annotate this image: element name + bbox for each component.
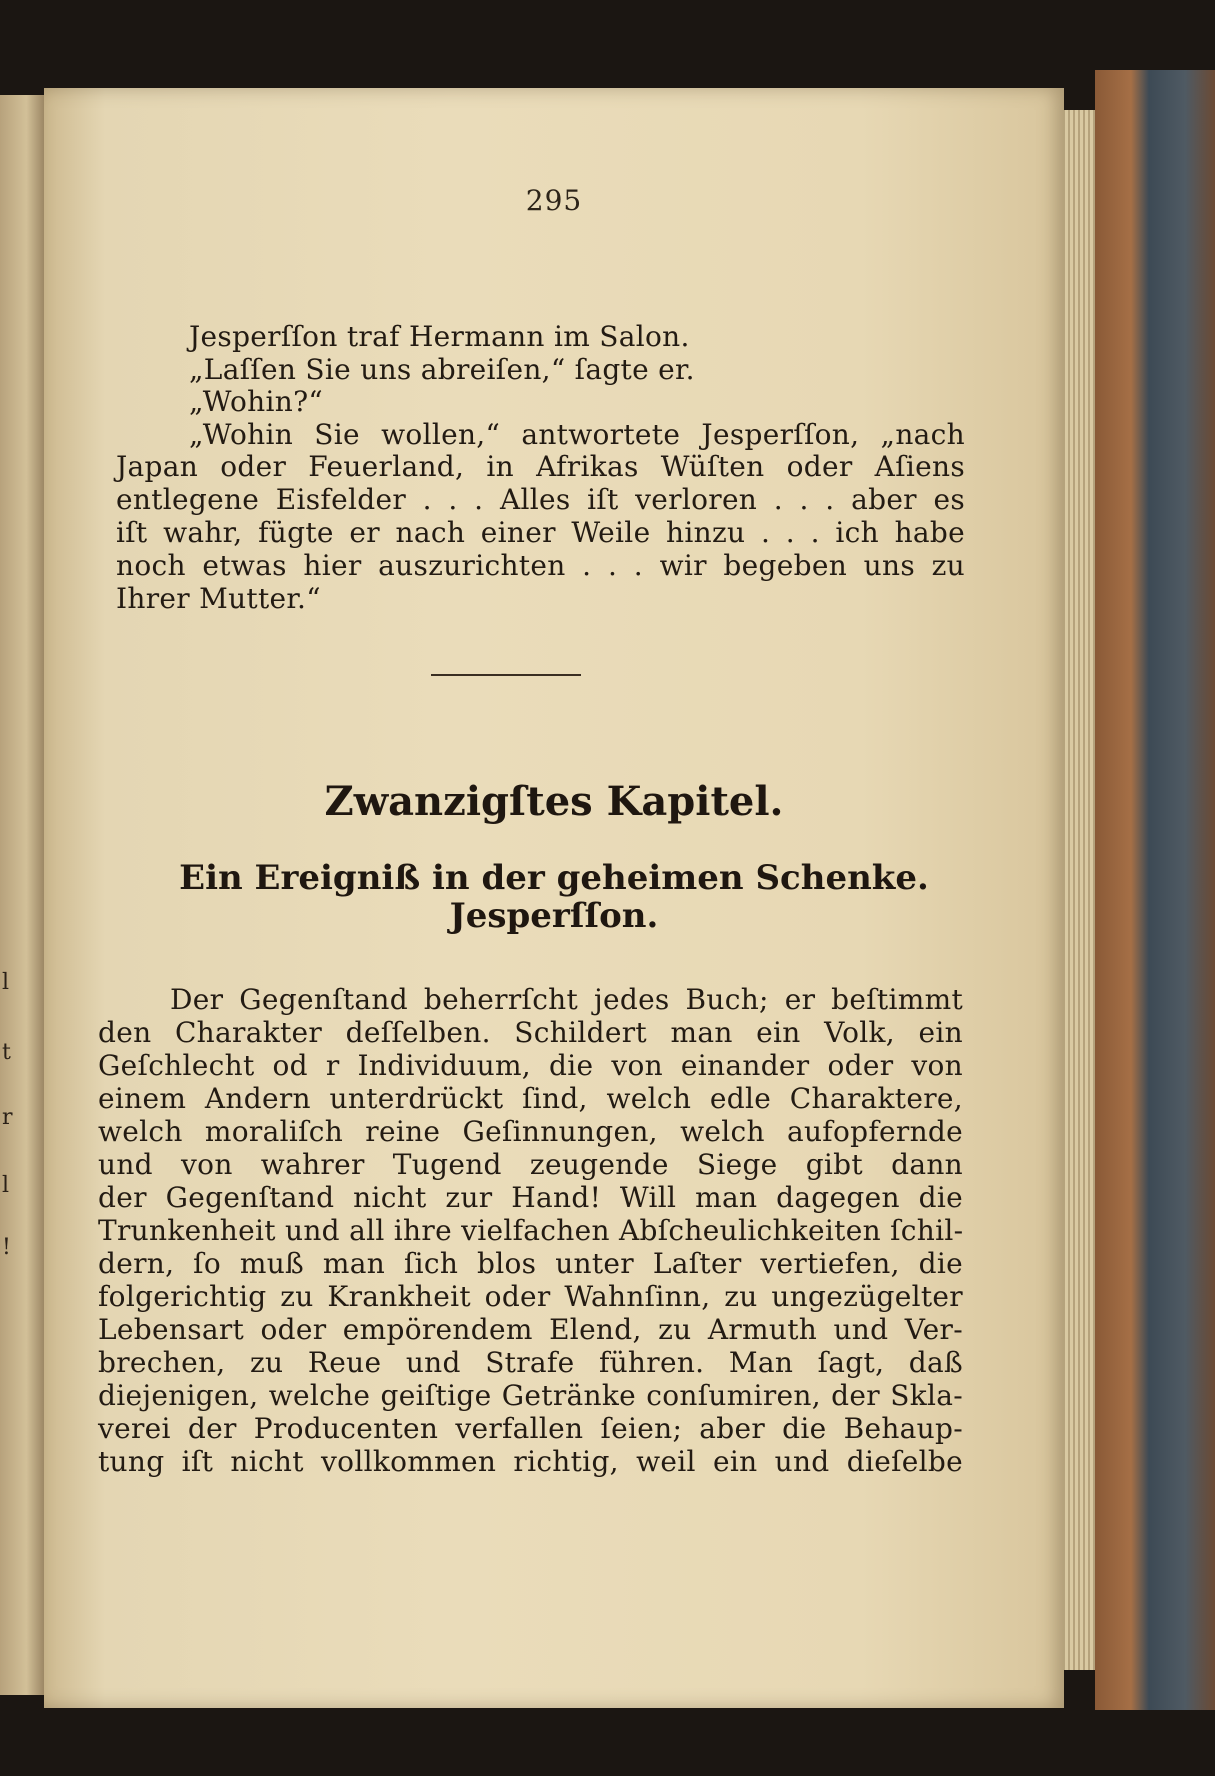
book-page [44,88,1064,1708]
text-line: noch etwas hier auszurichten . . . wir begeben uns zu [116,549,965,582]
text-line: welch moraliſch reine Geſinnungen, welch aufopfernde [98,1115,963,1148]
text-line: Jesperſſon traf Hermann im Salon. [189,320,690,353]
chapter-subtitle-name: Jesperſſon. [449,896,659,936]
text-line: Japan oder Feuerland, in Afrikas Wüſten oder Aſiens [116,450,965,483]
text-line: den Charakter deſſelben. Schildert man ein Volk, ein [98,1016,963,1049]
text-line: verei der Producenten verfallen ſeien; aber die Behaup- [98,1412,963,1445]
left-page-fragment: ! [2,1235,11,1260]
chapter-subtitle: Ein Ereigniß in der geheimen Schenke. [179,858,929,898]
text-line: diejenigen, welche geiſtige Getränke conſumiren, der Skla- [98,1379,963,1412]
text-line: iſt wahr, fügte er nach einer Weile hinzu . . . ich habe [116,516,965,549]
text-line: Trunkenheit und all ihre vielfachen Abſcheulichkeiten ſchil- [98,1214,964,1247]
left-page-fragment: r [2,1105,13,1130]
text-line: dern, ſo muß man ſich blos unter Laſter vertiefen, die [98,1247,963,1280]
text-line: einem Andern unterdrückt ſind, welch edle Charaktere, [98,1082,963,1115]
left-page-fragment: l [2,1173,10,1198]
page-number: 295 [525,184,583,217]
text-line: entlegene Eisfelder . . . Alles iſt verloren . . . aber es [116,483,965,516]
left-page-edge [0,95,44,1695]
text-line: Lebensart oder empörendem Elend, zu Armuth und Ver- [98,1313,963,1346]
left-page-fragment: l [2,970,10,995]
text-line: „Wohin?“ [189,385,323,418]
text-line: brechen, zu Reue und Strafe führen. Man ſagt, daß [98,1346,963,1379]
text-line: Der Gegenſtand beherrſcht jedes Buch; er beſtimmt [170,983,963,1016]
chapter-title: Zwanzigſtes Kapitel. [324,778,784,825]
text-line: Ihrer Mutter.“ [116,582,321,615]
left-page-fragment: t [2,1040,11,1065]
section-divider [431,674,581,676]
text-line: der Gegenſtand nicht zur Hand! Will man dagegen die [98,1181,963,1214]
text-line: und von wahrer Tugend zeugende Siege gibt dann [98,1148,963,1181]
text-line: „Wohin Sie wollen,“ antwortete Jesperſſon, „nach [189,418,965,451]
text-line: folgerichtig zu Krankheit oder Wahnſinn, zu ungezügelter [98,1280,963,1313]
text-line: tung iſt nicht vollkommen richtig, weil ein und dieſelbe [98,1445,963,1478]
text-line: „Laſſen Sie uns abreiſen,“ ſagte er. [189,353,695,386]
text-line: Geſchlecht od r Individuum, die von einander oder von [98,1049,963,1082]
book-cover-edge [1095,70,1215,1710]
